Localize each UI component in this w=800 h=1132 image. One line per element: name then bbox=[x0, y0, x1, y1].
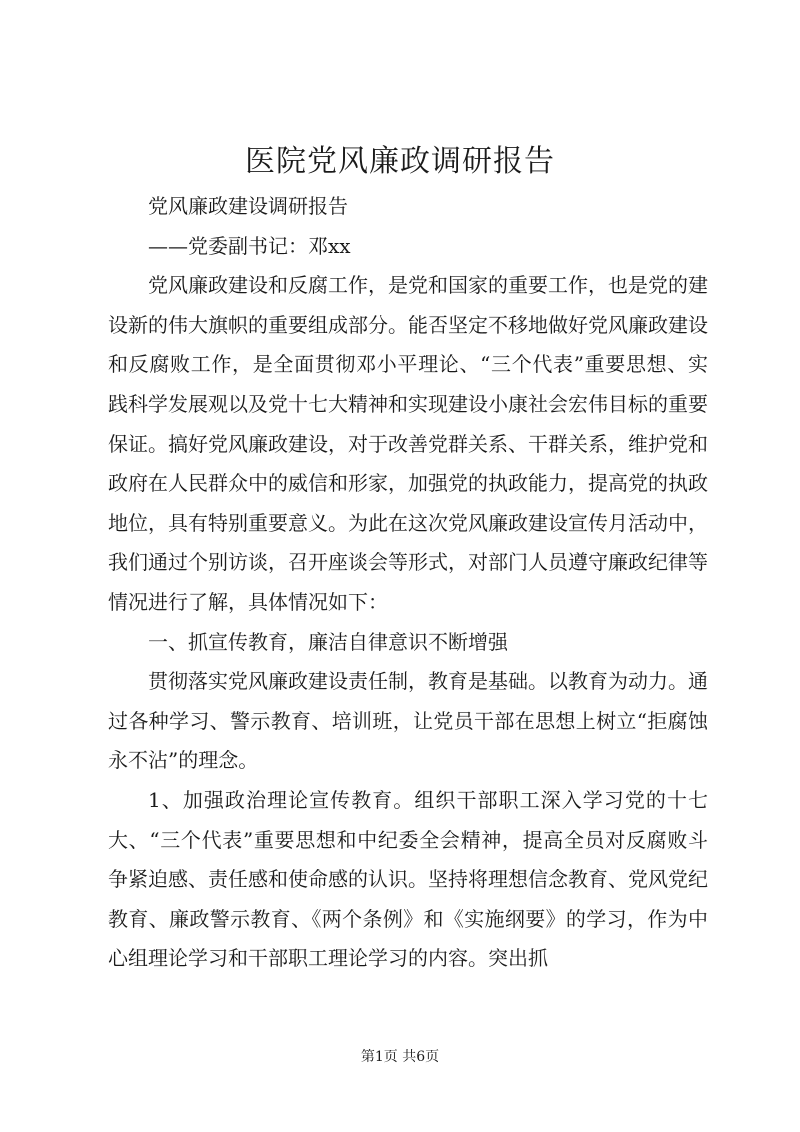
subtitle-paragraph: 党风廉政建设调研报告 bbox=[148, 194, 348, 218]
document-title: 医院党风廉政调研报告 bbox=[245, 144, 555, 179]
author-line: ——党委副书记：邓xx bbox=[148, 233, 351, 258]
section-heading: 一、抓宣传教育，廉洁自律意识不断增强 bbox=[148, 629, 508, 654]
page-number-footer: 第1页 共6页 bbox=[360, 1049, 440, 1065]
document-body bbox=[108, 187, 708, 979]
body-paragraph: 贯彻落实党风廉政建设责任制，教育是基础。以教育为动力。通过各种学习、警示教育、培训班，让党员干部在思想上树立“拒腐蚀永不沾”的理念。 bbox=[108, 669, 708, 773]
intro-paragraph: 党风廉政建设和反腐工作，是党和国家的重要工作，也是党的建设新的伟大旗帜的重要组成部分。能否坚定不移地做好党风廉政建设和反腐败工作，是全面贯彻邓小平理论、“三个代表”重要思想、实践科学发展观以及党十七大精神和实现建设小康社会宏伟目标的重要保证。搞好党风廉政建设，对于改善党群关系、干群关系，维护党和政府在人民群众中的威信和形家，加强党的执政能力，提高党的执政地位，具有特别重要意义。为此在这次党风廉政建设宣传月活动中，我们通过个别访谈，召开座谈会等形式，对部门人员遵守廉政纪律等情况进行了解，具体情况如下： bbox=[108, 273, 708, 614]
body-paragraph: 1、加强政治理论宣传教育。组织干部职工深入学习党的十七大、“三个代表”重要思想和中纪委全会精神，提高全员对反腐败斗争紧迫感、责任感和使命感的认识。坚持将理想信念教育、党风党纪教育、廉政警示教育、《两个条例》和《实施纲要》的学习，作为中心组理论学习和干部职工理论学习的内容。突出抓 bbox=[108, 787, 708, 971]
